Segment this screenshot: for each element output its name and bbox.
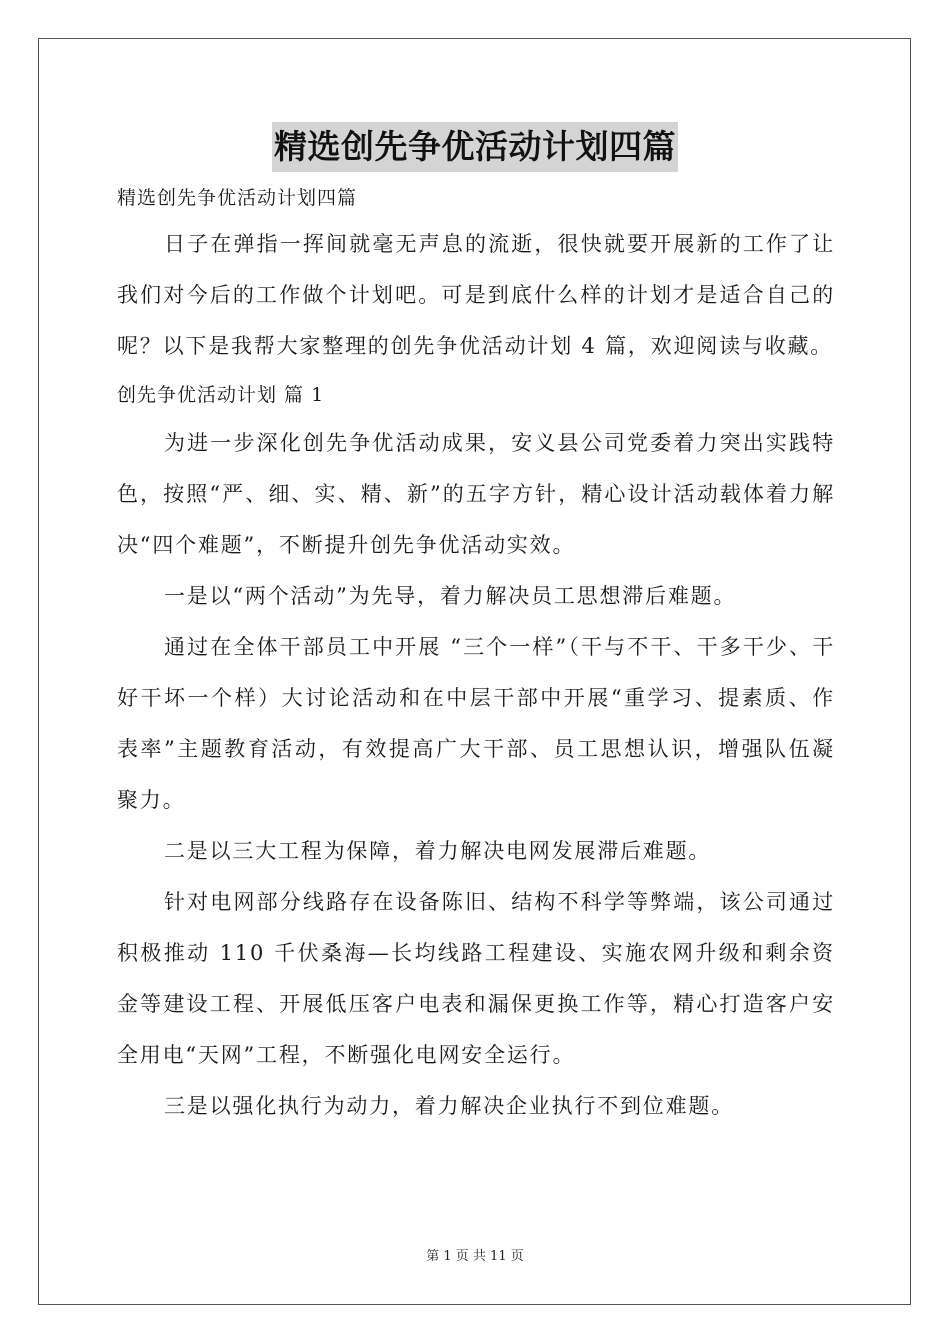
body-paragraph: 为进一步深化创先争优活动成果，安义县公司党委着力突出实践特色，按照“严、细、实、精、新”的五字方针，精心设计活动载体着力解决“四个难题”，不断提升创先争优活动实效。 — [117, 431, 835, 557]
body-paragraph: 通过在全体干部员工中开展 “三个一样”（干与不干、干多干少、干好干坏一个样）大讨论活动和在中层干部中开展“重学习、提素质、作表率”主题教育活动，有效提高广大干部、员工思想认识，增强队伍凝聚力。 — [117, 635, 835, 812]
body-paragraph: 二是以三大工程为保障，着力解决电网发展滞后难题。 — [164, 839, 712, 863]
body-paragraph: 三是以强化执行为动力，着力解决企业执行不到位难题。 — [164, 1094, 734, 1118]
page-footer: 第 1 页 共 11 页 — [426, 1249, 524, 1264]
body-paragraph: 针对电网部分线路存在设备陈旧、结构不科学等弊端，该公司通过积极推动 110 千伏桑海—长均线路工程建设、实施农网升级和剩余资金等建设工程、开展低压客户电表和漏保更换工作等，精心打造客户安全用电“天网”工程，不断强化电网安全运行。 — [117, 890, 835, 1067]
document-subtitle: 精选创先争优活动计划四篇 — [117, 187, 358, 209]
document-body — [117, 177, 835, 1132]
section-heading: 创先争优活动计划 篇 1 — [117, 384, 325, 406]
title-container — [0, 122, 950, 172]
body-paragraph: 一是以“两个活动”为先导，着力解决员工思想滞后难题。 — [164, 584, 737, 608]
intro-paragraph: 日子在弹指一挥间就毫无声息的流逝，很快就要开展新的工作了让我们对今后的工作做个计划吧。可是到底什么样的计划才是适合自己的呢？以下是我帮大家整理的创先争优活动计划 4 篇，欢迎阅读与收藏。 — [117, 232, 835, 358]
document-title: 精选创先争优活动计划四篇 — [272, 122, 678, 172]
